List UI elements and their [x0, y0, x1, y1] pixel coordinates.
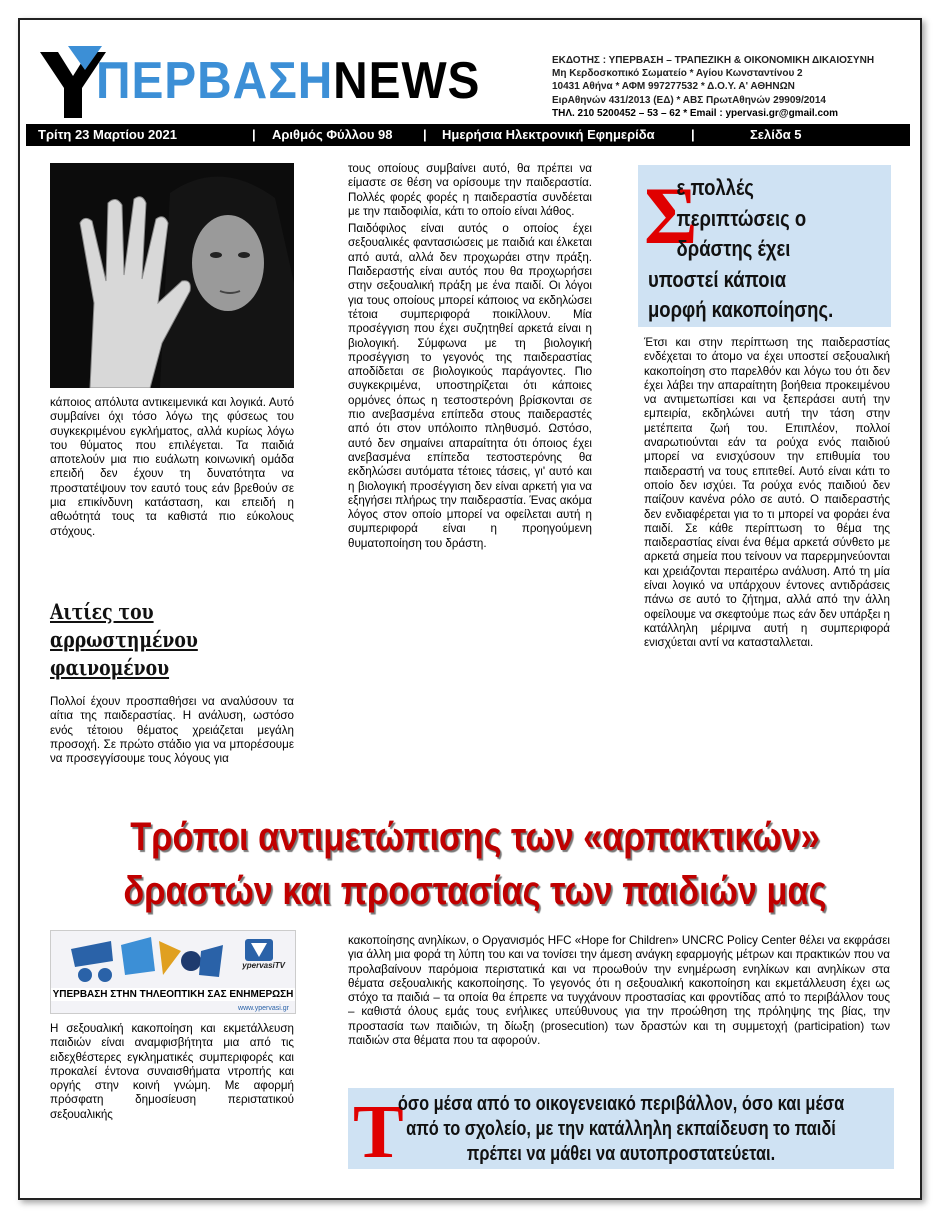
page-number: Σελίδα 5	[750, 127, 802, 142]
subheading-line: αρρωστημένου	[50, 627, 198, 652]
tv-brand: ypervasiTV	[242, 961, 285, 970]
subheading-causes	[50, 598, 250, 682]
article1-col3-text: Έτσι και στην περίπτωση της παιδεραστίας ενδέχεται το άτομο να έχει υποστεί σεξουαλική κακοποίηση στο παρελθόν και λόγω του ότι δεν έχει λάβει την απαραίτητη βοήθεια προκειμένου να αντιμετωπίσει και να ξεπεράσει αυτή την εμπειρία, εκδηλώνει αυτή την τάση στην μετέπειτα ζωή του. Επιπλέον, πολλοί αναρωτιούνται εάν τα ρούχα ενός παιδιού μπορεί να ενισχύσουν την επιθυμία του παιδεραστή να τους επιτεθεί. Αυτό είναι κάτι το οποίο δεν ισχύει. Τα ρούχα ενός παιδιού δεν παίζουν κανένα ρόλο σε αυτό. Ο παιδεραστής δεν ενδιαφέρεται για το τι μπορεί να φοράει ένα παιδί. Σε κάθε περίπτωση το θέμα της παιδεραστίας είναι ένα θέμα αρκετά σύνθετο με αρκετά σημεία που τείνουν να παρερμηνεύονται και χρειάζονται περαιτέρω ανάλυση. Από τη μία είναι λογικό να υπάρχουν έντονες αντιδράσεις πάνω σε αυτό το ζήτημα, αλλά από την άλλη οφείλουμε να σκεφτούμε πως εάν δεν υπάρξει η κατάλληλη μέριμνα αυτή η συμπεριφορά ενισχύεται αντί να κατασταλλεται.	[644, 336, 890, 650]
article1-col2-p2: Παιδόφιλος είναι αυτός ο οποίος έχει σεξουαλικές φαντασιώσεις με παιδιά και έλκεται από αυτά, αλλά δεν προχωράει στην πράξη. Παιδεραστής είναι αυτός που θα προχωρήσει στην σεξουαλική πράξη με ένα παιδί. Οι λόγοι για τους οποίους μπορεί κάποιος να εκδηλώσει τέτοια συμπεριφορά ποικίλλουν. Μία προσέγγιση που έχει συζητηθεί αρκετά είναι η βιολογική. Σύμφωνα με τη βιολογική προσέγγιση το γεγονός της παιδεραστίας αποδίδεται σε βιολογικούς παράγοντες. Πιο συγκεκριμένα, υποστηρίζεται ότι κάποιες ορμόνες όπως η τεστοστερόνη βρίσκονται σε πιο ανεβασμένα επίπεδα στους παιδεραστές από ότι στον υπόλοιπο πληθυσμό. Ωστόσο, αυτό δεν σημαίνει απαραίτητα ότι όποιος έχει ανεβασμένα επίπεδα τεστοστερόνης θα εκδηλώσει αυτόματα τέτοιες τάσεις, γι' αυτό και η βιολογική προσέγγιση δεν είναι αρκετή για να εξηγήσει πλήρως την παιδεραστία. Ένας ακόμα λόγος στον οποίο μπορεί να οφείλεται αυτή η συμπεριφορά είναι η προηγούμενη θυματοποίηση του δράστη.	[348, 222, 592, 550]
headline-line: Τρόποι αντιμετώπισης των «αρπακτικών»	[130, 815, 820, 859]
bar-separator: |	[691, 127, 695, 142]
headline-line: δραστών και προστασίας των παιδιών μας	[123, 869, 827, 913]
banner-caption: ΥΠΕΡΒΑΣΗ ΣΤΗΝ ΤΗΛΕΟΠΤΙΚΗ ΣΑΣ ΕΝΗΜΕΡΩΣΗ	[52, 989, 294, 1000]
subheading-line: φαινομένου	[50, 655, 170, 680]
subheading-line: Αιτίες του	[50, 599, 154, 624]
pull-quote-line: πρέπει να μάθει να αυτοπροστατεύεται.	[466, 1143, 776, 1165]
pull-quote-line: από το σχολείο, με την κατάλληλη εκπαίδευση το παιδί	[406, 1118, 836, 1140]
brand-suffix: NEWS	[333, 52, 481, 110]
article-photo	[50, 163, 294, 388]
bar-separator: |	[423, 127, 427, 142]
pull-quote-line: υποστεί κάποια	[648, 266, 787, 292]
info-bar	[26, 124, 910, 146]
article1-col1-text2: Πολλοί έχουν προσπαθήσει να αναλύσουν τα αίτια της παιδεραστίας. Η ανάλυση, ωστόσο ενός τέτοιου θέματος χρειάζεται μεγάλη προσοχή. Σε πρώτο στάδιο για να μπορέσουμε να προσεγγίσουμε τους λόγους για	[50, 695, 294, 766]
publisher-info	[552, 54, 882, 120]
pull-quote-2	[348, 1088, 894, 1174]
brand-main: ΠΕΡΒΑΣΗ	[96, 52, 334, 110]
article1-col1-text: κάποιος απόλυτα αντικειμενικά και λογικά. Αυτό συμβαίνει όχι τόσο λόγω της φύσεως του συγκεκριμένου εγκλήματος, αλλά κυρίως λόγω του θύματος που επιλέγεται. Τα παιδιά αποτελούν μια πιο ευάλωτη κοινωνική ομάδα επειδή δεν έχουν τη δυνατότητα να προστατέψουν τον εαυτό τους εάν βρεθούν σε μια επικίνδυνη κατάσταση, και επειδή η αθωότητά τους τα καθιστά πιο εύκολους στόχους.	[50, 396, 294, 538]
paper-type: Ημερήσια Ηλεκτρονική Εφημερίδα	[442, 127, 655, 142]
drop-cap: Τ	[353, 1090, 404, 1174]
pull-quote-line: όσο μέσα από το οικογενειακό περιβάλλον, όσο και μέσα	[397, 1093, 845, 1115]
article1-col2-p1: τους οποίους συμβαίνει αυτό, θα πρέπει να είμαστε σε θέση να ορίσουμε την παιδεραστία. Πολλές φορές φορές η παιδεραστία συνδέεται με την παιδοφιλία, κάτι το οποίο είναι λάθος.	[348, 162, 592, 218]
publisher-contact: ΤΗΛ. 210 5200452 – 53 – 62 * Email : ypervasi.gr@gmail.com	[552, 107, 839, 119]
bar-separator: |	[252, 127, 256, 142]
issue-date: Τρίτη 23 Μαρτίου 2021	[38, 127, 177, 142]
banner-url: www.ypervasi.gr	[238, 1005, 289, 1012]
pull-quote-line: δράστης έχει	[676, 236, 791, 261]
publisher-line: Μη Κερδοσκοπικό Σωματείο * Αγίου Κωνσταντίνου 2	[552, 68, 803, 80]
masthead-brand	[96, 50, 480, 112]
pull-quote-line: ε πολλές	[676, 175, 754, 200]
publisher-line: ΕιρΑθηνών 431/2013 (ΕΔ) * ΑΒΣ ΠρωτΑθηνών 29909/2014	[552, 94, 826, 106]
publisher-line: 10431 Αθήνα * ΑΦΜ 997277532 * Δ.Ο.Υ. Α' ΑΘΗΝΩΝ	[552, 81, 795, 93]
article1-col2	[348, 162, 592, 551]
pull-quote-line: περιπτώσεις ο	[676, 205, 807, 231]
masthead-logo	[38, 44, 493, 120]
pull-quote-line: μορφή κακοποίησης.	[648, 297, 834, 322]
publisher-line: ΕΚΔΟΤΗΣ : ΥΠΕΡΒΑΣΗ – ΤΡΑΠΕΖΙΚΗ & ΟΙΚΟΝΟΜΙΚΗ ΔΙΚΑΙΟΣΥΝΗ	[552, 55, 875, 66]
article2-wide-text: κακοποίησης ανηλίκων, ο Οργανισμός HFC «Hope for Children» UNCRC Policy Center θέλει να εκφράσει για άλλη μια φορά τη λύπη του και να τονίσει την άμεση ανάγκη εφαρμογής μέτρων και πρακτικών που να προλαβαίνουν παρόμοια περιστατικά και να προωθούν την ενημέρωση ενηλίκων και ανηλίκων στα θέματα σεξουαλικής κακοποίησης. Το γεγονός ότι η σεξουαλική κακοποίηση και εκμετάλλευση έχει ως στόχο τα παιδιά – τα οποία θα έπρεπε να τυγχάνουν προστασίας και φροντίδας από το περιβάλλον τους – καθιστά όλους εμάς τους ενήλικες υπεύθυνους για την προώθηση της πρόληψης της βίας, την προστασία των παιδιών, τη δίωξη (prosecution) των δραστών και τη συμμετοχή (participation) των παιδιών στα θέματα που τα αφορούν.	[348, 934, 890, 1048]
article2-col1-text: Η σεξουαλική κακοποίηση και εκμετάλλευση παιδιών είναι αναμφισβήτητα μια από τις ειδεχθέστερες εγκληματικές συμπεριφορές και προκαλεί έντονα συναισθήματα ντροπής και οργής στην κοινή γνώμη. Με αφορμή πρόσφατη δημοσίευση περιστατικού σεξουαλικής	[50, 1022, 294, 1121]
pull-quote-1	[638, 165, 891, 327]
article2-headline	[50, 810, 900, 918]
issue-number: Αριθμός Φύλλου 98	[272, 127, 393, 142]
drop-cap: Σ	[644, 170, 698, 261]
tv-banner[interactable]	[50, 930, 296, 1014]
girl-hand-photo	[50, 163, 294, 388]
pull-quote-text	[648, 173, 888, 326]
pull-quote-text	[348, 1092, 894, 1167]
